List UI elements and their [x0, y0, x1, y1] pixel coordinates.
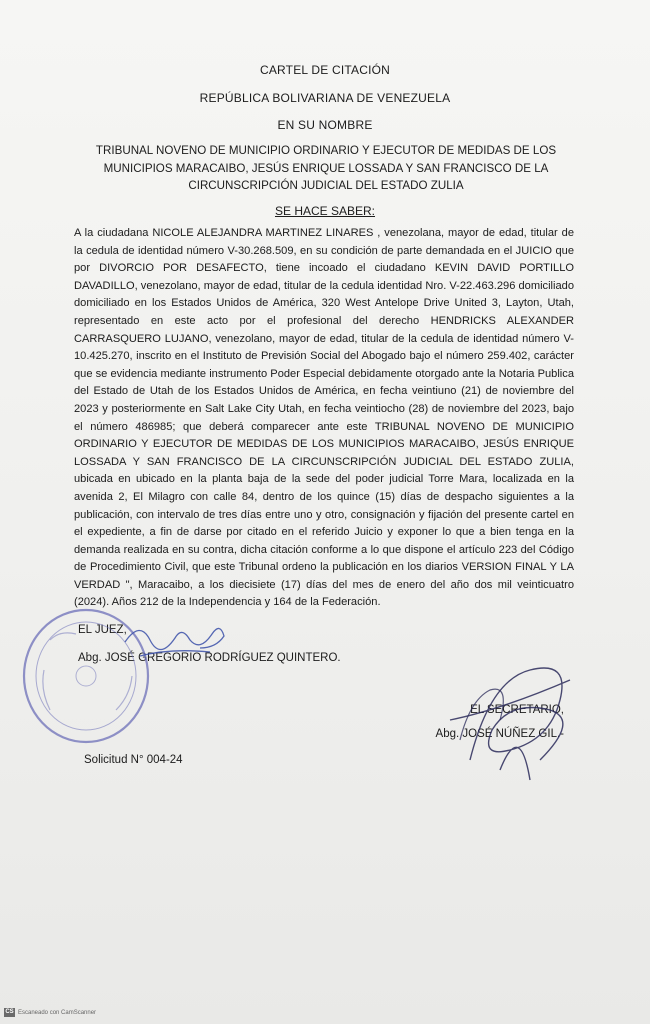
camscanner-icon: CS: [5, 1009, 14, 1015]
request-number: Solicitud N° 004-24: [84, 754, 183, 766]
document-title: CARTEL DE CITACIÓN: [259, 63, 391, 77]
scanner-watermark: [4, 1008, 96, 1017]
secretary-name: Abg. JOSÉ NÚÑEZ GIL.-: [435, 728, 564, 740]
invocation-heading: EN SU NOMBRE: [277, 118, 373, 132]
secretary-signature-block: [430, 698, 564, 746]
judge-signature-block: [78, 616, 341, 672]
judge-name: Abg. JOSÉ GREGORIO RODRÍGUEZ QUINTERO.: [78, 652, 341, 664]
citation-body: A la ciudadana NICOLE ALEJANDRA MARTINEZ LINARES , venezolana, mayor de edad, titular de la cedula de identidad número V-30.268.509, en su condición de parte demandada en el JUICIO que por DIVORCIO POR DESAFECTO, tiene incoado el ciudadano KEVIN DAVID PORTILLO DAVADILLO, venezolano, mayor de edad, titular de la cedula identidad Nro. V-22.463.296 domiciliado domiciliado en los Estados Unidos de América, 320 West Antelope Drive United 3, Layton, Utah, representado en este acto por el profesional del derecho HENDRICKS ALEXANDER CARRASQUERO LUJANO, venezolano, mayor de edad, titular de la cedula de identidad número V-10.425.270, inscrito en el Instituto de Previsión Social del Abogado bajo el número 259.402, carácter que se evidencia mediante instrumento Poder Especial debidamente otorgado ante la Notaria Publica del Estado de Utah de los Estados Unidos de América, en fecha veintiuno (21) de noviembre del 2023 y posteriormente en Salt Lake City Utah, en fecha veintiocho (28) de noviembre del 2023, bajo el número 486985; que deberá comparecer ante este TRIBUNAL NOVENO DE MUNICIPIO ORDINARIO Y EJECUTOR DE MEDIDAS DE LOS MUNICIPIOS MARACAIBO, JESÚS ENRIQUE LOSSADA Y SAN FRANCISCO DE LA CIRCUNSCRIPCIÓN JUDICIAL DEL ESTADO ZULIA, ubicada en ubicado en la planta baja de la sede del poder judicial Torre Mara, localizada en la avenida 2, El Milagro con calle 84, dentro de los quince (15) días de despacho siguientes a la publicación, con intervalo de tres días entre uno y otro, consignación y fijación del presente cartel en el expediente, a fin de darse por citado en el referido Juicio y exponer lo que a bien tenga en la demanda realizada en su contra, dicha citación conforme a lo que dispone el artículo 223 del Código de Procedimiento Civil, que este Tribunal ordeno la publicación en los diarios VERSION FINAL Y LA VERDAD ", Maracaibo, a los diecisiete (17) días del mes de enero del año dos mil veinticuatro (2024). Años 212 de la Independencia y 164 de la Federación.: [74, 227, 574, 609]
notice-heading-text: SE HACE SABER:: [274, 204, 376, 218]
scanner-text: Escaneado con CamScanner: [18, 1009, 97, 1016]
judge-title: EL JUEZ,: [78, 624, 127, 636]
court-heading: TRIBUNAL NOVENO DE MUNICIPIO ORDINARIO Y EJECUTOR DE MEDIDAS DE LOS MUNICIPIOS MARACAIBO, JESÚS ENRIQUE LOSSADA Y SAN FRANCISCO DE LA CIRCUNSCRIPCIÓN JUDICIAL DEL ESTADO ZULIA: [95, 144, 557, 192]
notice-heading: [60, 204, 590, 218]
secretary-title: EL SECRETARIO,: [470, 704, 564, 716]
country-heading: REPÚBLICA BOLIVARIANA DE VENEZUELA: [199, 91, 451, 105]
